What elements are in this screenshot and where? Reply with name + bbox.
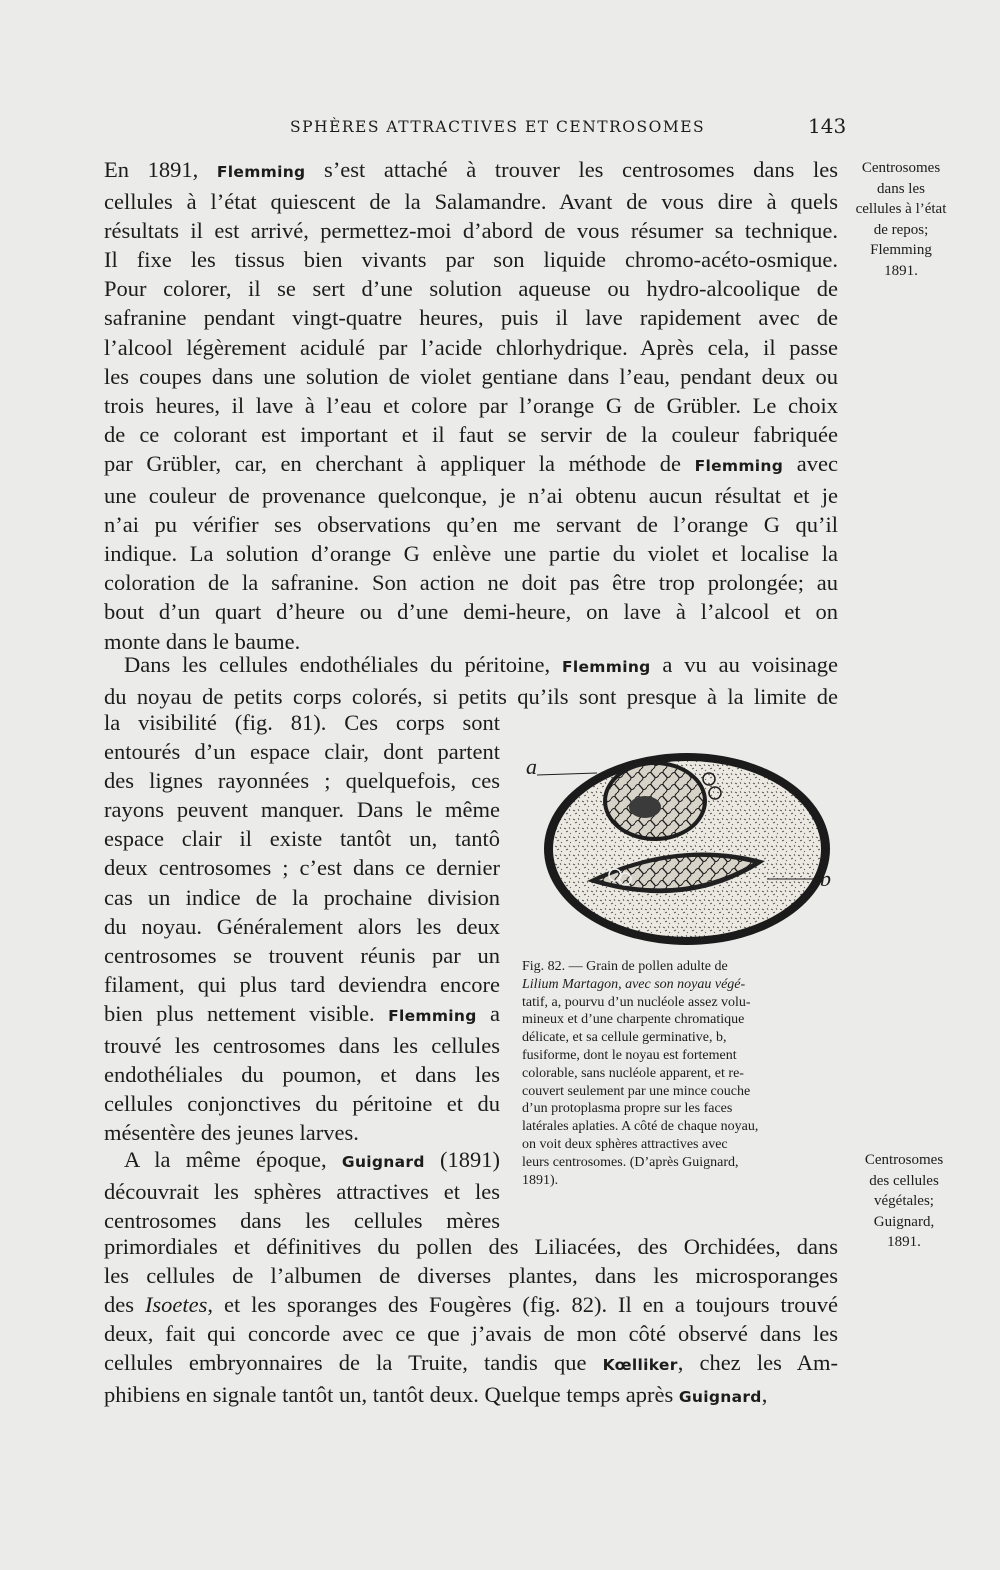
margin-note-line: 1891. [887, 1234, 921, 1250]
running-header: SPHÈRES ATTRACTIVES ET CENTROSOMES [290, 118, 706, 136]
text-line [104, 1380, 838, 1412]
text-run: trois heures, il lave à l’eau et colore par l’orange G de Grübler. Le choix [104, 392, 838, 418]
text-line [104, 391, 838, 420]
text-line [104, 1348, 838, 1380]
text-run: cellules à l’état quiescent de la Salamandre. Avant de vous dire à quels [104, 189, 838, 215]
page-number: 143 [808, 114, 847, 138]
text-line [104, 708, 500, 737]
text-line [104, 303, 838, 332]
author-name: Flemming [694, 456, 784, 475]
text-run: s’est attaché à trouver les centrosomes dans les [305, 157, 838, 182]
author-name: Guignard [341, 1153, 425, 1171]
text-run: des [104, 1292, 145, 1318]
text-line [104, 420, 838, 449]
paragraph-3-full [104, 1232, 838, 1413]
text-line [104, 650, 838, 682]
text-run: l’alcool légèrement acidulé par l’acide chlorhydrique. Après cela, il passe [104, 334, 838, 360]
margin-note-line: végétales; [874, 1193, 934, 1209]
caption-line-italic [522, 976, 848, 994]
text-run: , [761, 1382, 768, 1408]
text-run: une couleur de provenance quelconque, je n’ai obtenu aucun résultat et je [104, 483, 838, 509]
figure-caption [522, 958, 848, 1189]
text-run: endothéliales du poumon, et dans les [104, 1062, 500, 1088]
text-run: espace clair il existe tantôt un, tantô [104, 826, 500, 852]
caption-line: leurs centrosomes. (D’après Guignard, [522, 1154, 739, 1170]
margin-note-line: dans les [877, 180, 925, 197]
paragraph-2-full [104, 650, 838, 711]
text-line [104, 449, 838, 481]
text-line [104, 539, 838, 568]
text-run: trouvé les centrosomes dans les cellules [104, 1033, 500, 1059]
text-run: safranine pendant vingt-quatre heures, puis il lave rapidement avec de [104, 305, 838, 331]
text-line [104, 999, 500, 1031]
text-line [104, 481, 838, 510]
text-run: bout d’un quart d’heure ou d’une demi-heure, on lave à l’alcool et on [104, 599, 838, 625]
text-run: centrosomes dans les cellules mères [104, 1208, 500, 1234]
margin-note-line: de repos; [873, 221, 929, 238]
text-line [104, 597, 838, 626]
text-run: cellules conjonctives du péritoine et du [104, 1091, 500, 1117]
paragraph-3-narrow [104, 1145, 500, 1235]
text-run: découvrait les sphères attractives et les [104, 1179, 500, 1205]
text-run: les coupes dans une solution de violet gentiane dans l’eau, pendant deux ou [104, 363, 838, 389]
author-name: Flemming [561, 658, 651, 676]
figure-label-b: b [820, 866, 831, 891]
author-name: Flemming [388, 1006, 477, 1025]
text-run: En 1891, [104, 157, 217, 182]
text-run: cellules embryonnaires de la Truite, tandis que [104, 1350, 603, 1376]
text-line [104, 1206, 500, 1235]
text-run: mésentère des jeunes larves. [104, 1120, 359, 1146]
text-run: la visibilité (fig. 81). Ces corps sont [104, 710, 500, 735]
text-line [104, 941, 500, 970]
margin-note-line: Guignard, [873, 1213, 935, 1230]
text-run: , chez les Am- [677, 1350, 838, 1376]
margin-note-line: des cellules [869, 1172, 939, 1189]
text-run: a vu au voisinage [650, 652, 838, 677]
text-run: entourés d’un espace clair, dont partent [104, 739, 500, 765]
text-run: les cellules de l’albumen de diverses plantes, dans les microsporanges [104, 1263, 838, 1289]
text-run: cas un indice de la prochaine division [104, 884, 500, 910]
text-run: Pour colorer, il se sert d’une solution aqueuse ou hydro-alcoolique de [104, 276, 838, 302]
figure-label-a: a [526, 754, 537, 779]
text-line [104, 766, 500, 795]
text-run: filament, qui plus tard deviendra encore [104, 971, 500, 997]
text-line [104, 1031, 500, 1060]
text-run: rayons peuvent manquer. Dans le même [104, 797, 500, 823]
text-run: avec [783, 450, 838, 476]
text-line [104, 510, 838, 539]
text-line [104, 970, 500, 999]
margin-note-line: cellules à l’état [855, 201, 947, 217]
text-run: coloration de la safranine. Son action ne doit pas être trop prolongée; au [104, 570, 838, 596]
text-run: des lignes rayonnées ; quelquefois, ces [104, 768, 500, 794]
text-line [104, 568, 838, 597]
paragraph-1 [104, 155, 838, 656]
margin-note-line: Centrosomes [861, 160, 941, 176]
text-run: indique. La solution d’orange G enlève une partie du violet et localise la [104, 541, 838, 567]
text-line [104, 883, 500, 912]
text-run: (1891) [424, 1147, 500, 1172]
text-run: résultats il est arrivé, permettez-moi d’abord de vous résumer sa technique. [104, 218, 838, 244]
text-line [104, 737, 500, 766]
text-run: primordiales et définitives du pollen des Liliacées, des Orchidées, dans [104, 1234, 838, 1259]
text-line [104, 1319, 838, 1348]
text-run: deux centrosomes ; c’est dans ce dernier [104, 855, 500, 881]
caption-line: couvert seulement par une mince couche [522, 1083, 751, 1099]
text-run: Il fixe les tissus bien vivants par son liquide chromo-acéto-osmique. [104, 247, 838, 273]
margin-note-1 [846, 158, 956, 281]
italic-term: Isoetes [144, 1292, 208, 1318]
caption-line: d’un protoplasma propre sur les faces [522, 1101, 733, 1117]
caption-line: fusiforme, dont le noyau est fortement [522, 1047, 737, 1063]
text-line [104, 155, 838, 187]
caption-line: mineux et d’une charpente chromatique [522, 1012, 745, 1028]
caption-line: colorable, sans nucléole apparent, et re- [522, 1065, 744, 1081]
text-run: par Grübler, car, en cherchant à appliquer la méthode de [104, 450, 695, 476]
text-line [104, 245, 838, 274]
margin-note-line: 1891. [884, 262, 918, 279]
label-a-leader [537, 773, 597, 775]
text-run: bien plus nettement visible. [104, 1000, 389, 1026]
text-line [104, 912, 500, 941]
text-run: A la même époque, [124, 1147, 342, 1172]
text-line [104, 362, 838, 391]
text-line [104, 1060, 500, 1089]
text-line [104, 1261, 838, 1290]
caption-line: Fig. 82. — Grain de pollen adulte de [522, 959, 728, 974]
text-line [104, 1089, 500, 1118]
text-run: a [476, 1000, 500, 1026]
caption-line: on voit deux sphères attractives avec [522, 1136, 728, 1152]
text-line [104, 853, 500, 882]
margin-note-line: Centrosomes [864, 1152, 944, 1168]
author-name: Flemming [216, 163, 306, 181]
text-run: monte dans le baume. [104, 628, 301, 654]
text-run: n’ai pu vérifier ses observations qu’en me servant de l’orange G qu’il [104, 512, 838, 538]
paragraph-2-narrow [104, 708, 500, 1147]
text-run: de ce colorant est important et il faut se servir de la couleur fabriquée [104, 421, 838, 447]
author-name: Kœlliker [602, 1356, 678, 1375]
text-run: centrosomes se trouvent réunis par un [104, 942, 500, 968]
text-run: Dans les cellules endothéliales du péritoine, [124, 652, 562, 677]
caption-line: délicate, et sa cellule germinative, b, [522, 1030, 727, 1046]
text-line [104, 1118, 500, 1147]
text-line [104, 333, 838, 362]
text-line [104, 187, 838, 216]
margin-note-line: Flemming [870, 242, 932, 258]
text-run: , et les sporanges des Fougères (fig. 82). Il en a toujours trouvé [207, 1292, 838, 1318]
text-line [104, 682, 838, 711]
caption-line: tatif, a, pourvu d’un nucléole assez volu- [522, 994, 751, 1010]
text-line [104, 795, 500, 824]
author-name: Guignard [678, 1388, 762, 1407]
text-line [104, 1177, 500, 1206]
text-line [104, 1290, 838, 1319]
text-line [104, 274, 838, 303]
margin-note-2 [850, 1150, 958, 1253]
text-run: du noyau. Généralement alors les deux [104, 913, 500, 939]
text-line [104, 216, 838, 245]
text-run: du noyau de petits corps colorés, si petits qu’ils sont presque à la limite de [104, 684, 838, 710]
text-run: deux, fait qui concorde avec ce que j’avais de mon côté observé dans les [104, 1321, 838, 1347]
text-run: phibiens en signale tantôt un, tantôt deux. Quelque temps après [104, 1382, 679, 1408]
pollen-grain-figure [527, 745, 847, 955]
text-line [104, 1232, 838, 1261]
caption-line: 1891). [522, 1172, 559, 1188]
caption-line: latérales aplaties. A côté de chaque noyau, [522, 1119, 759, 1135]
text-line [104, 1145, 500, 1177]
text-line [104, 824, 500, 853]
caption-line: Lilium Martagon, avec son noyau végé- [522, 976, 746, 992]
